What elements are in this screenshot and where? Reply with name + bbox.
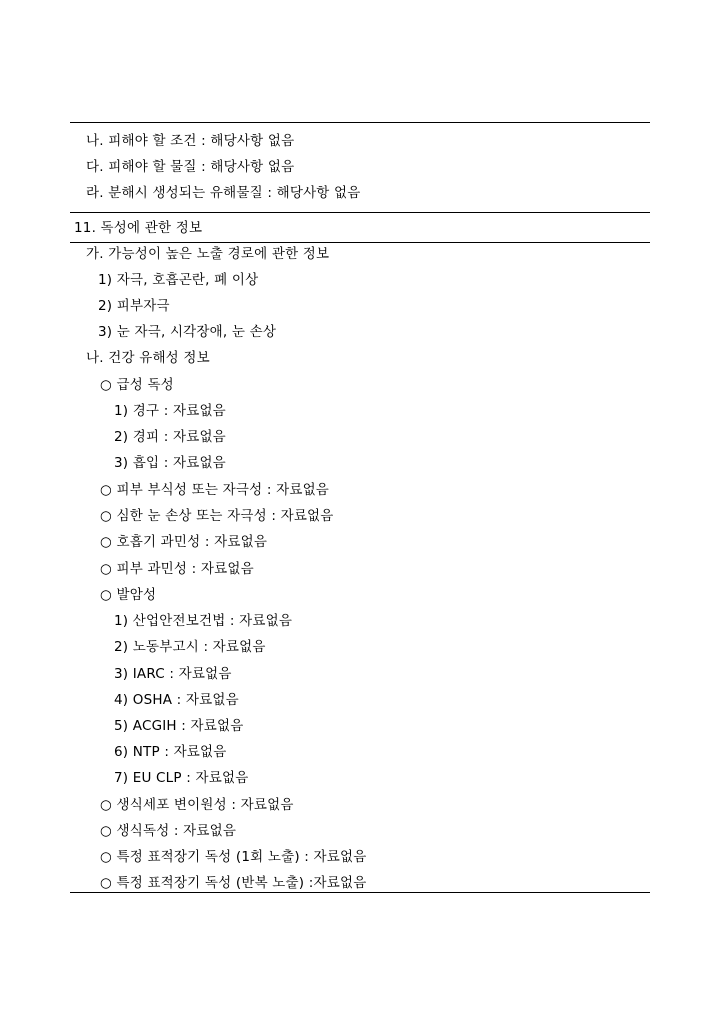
sec10-ra-line: 라. 분해시 생성되는 유해물질 : 해당사항 없음 — [86, 185, 361, 201]
acute-toxicity-item: 3) 흡입 : 자료없음 — [114, 455, 226, 471]
sec10-na-line: 나. 피해야 할 조건 : 해당사항 없음 — [86, 133, 295, 149]
stot-repeated-line: ○ 특정 표적장기 독성 (반복 노출) :자료없음 — [100, 875, 367, 891]
health-hazard-title: 나. 건강 유해성 정보 — [86, 350, 210, 366]
exposure-route-item: 1) 자극, 호흡곤란, 폐 이상 — [98, 272, 259, 288]
top-rule — [70, 122, 650, 123]
section-11-top-rule — [70, 212, 650, 213]
exposure-route-item: 2) 피부자극 — [98, 298, 170, 314]
exposure-route-title: 가. 가능성이 높은 노출 경로에 관한 정보 — [86, 246, 330, 262]
acute-toxicity-item: 1) 경구 : 자료없음 — [114, 403, 226, 419]
bottom-rule — [70, 892, 650, 893]
stot-single-line: ○ 특정 표적장기 독성 (1회 노출) : 자료없음 — [100, 849, 367, 865]
carcinogenicity-item: 7) EU CLP : 자료없음 — [114, 770, 249, 786]
exposure-route-item: 3) 눈 자극, 시각장애, 눈 손상 — [98, 324, 277, 340]
carcinogenicity-item: 6) NTP : 자료없음 — [114, 744, 227, 760]
sec10-da-line: 다. 피해야 할 물질 : 해당사항 없음 — [86, 159, 295, 175]
resp-sensitization-line: ○ 호흡기 과민성 : 자료없음 — [100, 534, 268, 550]
carcinogenicity-item: 2) 노동부고시 : 자료없음 — [114, 639, 266, 655]
skin-corrosion-line: ○ 피부 부식성 또는 자극성 : 자료없음 — [100, 482, 330, 498]
eye-damage-line: ○ 심한 눈 손상 또는 자극성 : 자료없음 — [100, 508, 334, 524]
germ-cell-mutagenicity-line: ○ 생식세포 변이원성 : 자료없음 — [100, 797, 294, 813]
section-11-heading: 11. 독성에 관한 정보 — [74, 220, 203, 236]
acute-toxicity-item: 2) 경피 : 자료없음 — [114, 429, 226, 445]
carcinogenicity-title: ○ 발암성 — [100, 587, 157, 603]
carcinogenicity-item: 5) ACGIH : 자료없음 — [114, 718, 244, 734]
section-11-bottom-rule — [70, 242, 650, 243]
reproductive-toxicity-line: ○ 생식독성 : 자료없음 — [100, 823, 237, 839]
acute-toxicity-title: ○ 급성 독성 — [100, 377, 174, 393]
carcinogenicity-item: 3) IARC : 자료없음 — [114, 666, 232, 682]
skin-sensitization-line: ○ 피부 과민성 : 자료없음 — [100, 561, 254, 577]
carcinogenicity-item: 4) OSHA : 자료없음 — [114, 692, 239, 708]
carcinogenicity-item: 1) 산업안전보건법 : 자료없음 — [114, 613, 293, 629]
